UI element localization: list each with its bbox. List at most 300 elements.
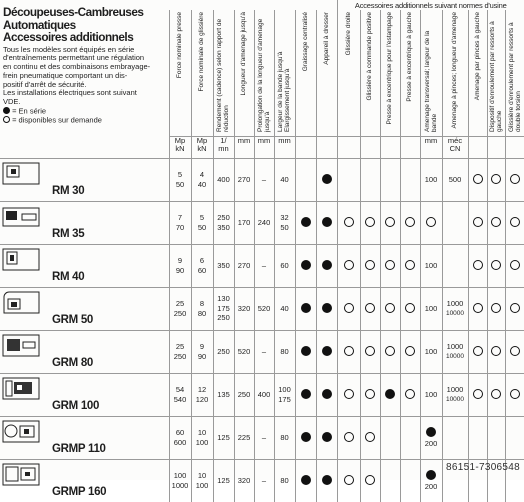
cell-force	[169, 330, 191, 373]
filled-dot-icon	[426, 470, 436, 480]
cell-ac5	[420, 416, 442, 459]
column-label: Amenage transversal; largeur de la bande	[423, 30, 438, 132]
open-dot-icon	[405, 260, 415, 270]
model-cell	[0, 287, 169, 330]
cell-value: 100	[195, 437, 209, 447]
cell-ac6	[442, 330, 468, 373]
unit-text: 1/	[220, 135, 227, 145]
cell-rend	[213, 158, 234, 201]
cell-ac4	[400, 416, 420, 459]
table-row	[0, 373, 524, 416]
cell-force	[169, 373, 191, 416]
cell-app	[316, 201, 337, 244]
cell-value: 100	[278, 385, 291, 394]
cell-ac6	[442, 244, 468, 287]
cell-force_g	[191, 416, 213, 459]
cell-value: 60	[197, 265, 207, 275]
legend-text: = En série	[12, 106, 47, 116]
unit-text: kN	[175, 144, 185, 153]
open-dot-icon	[491, 303, 501, 313]
column-label: Presse à excentrique à gauche	[406, 12, 414, 102]
cell-ac4	[400, 459, 420, 502]
cell-force_g	[191, 158, 213, 201]
cell-value: 10000	[445, 352, 465, 360]
unit-text: Mp	[174, 135, 186, 145]
filled-dot-icon	[301, 389, 311, 399]
model-name: RM 30	[52, 184, 85, 197]
machine-diagram-icon	[2, 248, 40, 271]
cell-value: 10	[197, 471, 207, 481]
cell-value: 40	[197, 179, 207, 189]
cell-value: 5	[199, 213, 205, 222]
unit-text: mm	[257, 135, 271, 145]
cell-ac3	[380, 244, 400, 287]
cell-ac9	[505, 201, 524, 244]
open-dot-icon	[365, 346, 375, 356]
cell-value: 8	[199, 299, 205, 308]
open-dot-icon	[365, 475, 375, 485]
cell-ac5	[420, 244, 442, 287]
unit-cell-ac6	[442, 136, 468, 158]
cell-ac5	[420, 158, 442, 201]
column-header-ac1	[337, 10, 360, 136]
unit-text: CN	[449, 144, 461, 153]
cell-value: 1000	[171, 480, 189, 490]
cell-value: 270	[237, 260, 251, 270]
cell-ac2	[360, 373, 380, 416]
cell-len	[234, 158, 254, 201]
cell-value: 6	[199, 256, 205, 265]
cell-value: –	[261, 476, 267, 485]
cell-value: 7	[177, 213, 183, 222]
column-label: Glissière d'enroulement par ressorts à double torsion	[507, 22, 522, 132]
unit-text: mm	[278, 135, 291, 145]
model-cell	[0, 244, 169, 287]
unit-text: méc	[447, 135, 463, 145]
cell-value: 270	[237, 174, 251, 184]
cell-ac1	[337, 287, 360, 330]
cell-value: 250	[237, 389, 251, 399]
column-label: Force nominale presse	[176, 12, 184, 79]
watermark-text: 86151-7306548	[446, 462, 520, 473]
description-line: Tous les modèles sont équipés en série	[3, 44, 135, 54]
model-name: GRM 100	[52, 399, 100, 412]
unit-cell-app	[316, 136, 337, 158]
cell-ac7	[468, 158, 487, 201]
cell-ac8	[487, 201, 505, 244]
filled-dot-icon	[426, 427, 436, 437]
open-dot-icon	[473, 260, 483, 270]
cell-plen	[254, 459, 274, 502]
description-line: Les installations électriques sont suivant	[3, 88, 137, 98]
table-row	[0, 244, 524, 287]
cell-ac2	[360, 330, 380, 373]
machine-diagram-icon	[2, 334, 40, 357]
column-label: Longueur d'amenage jusqu'à	[240, 12, 248, 96]
column-label: Rendement (cadence) selon rapport de réduction	[216, 18, 231, 132]
cell-plen	[254, 416, 274, 459]
table-row	[0, 416, 524, 459]
cell-value: 135	[217, 389, 230, 399]
open-dot-icon	[405, 346, 415, 356]
unit-cell-force_g	[191, 136, 213, 158]
description-line: frein pneumatique comportant un dis-	[3, 70, 128, 80]
model-name: RM 35	[52, 227, 85, 240]
cell-value: 200	[424, 481, 438, 491]
column-header-plen	[254, 10, 274, 136]
filled-dot-icon	[322, 475, 332, 485]
column-header-ac7	[468, 10, 487, 136]
cell-value: 80	[197, 308, 207, 318]
cell-ac2	[360, 287, 380, 330]
unit-cell-ac5	[420, 136, 442, 158]
cell-rend	[213, 244, 234, 287]
open-dot-icon	[473, 217, 483, 227]
model-cell	[0, 158, 169, 201]
cell-width	[274, 416, 295, 459]
cell-plen	[254, 158, 274, 201]
open-dot-icon	[385, 346, 395, 356]
cell-value: 50	[175, 179, 185, 189]
column-header-ac8	[487, 10, 505, 136]
table-row	[0, 287, 524, 330]
cell-value: 200	[424, 438, 438, 448]
cell-ac2	[360, 201, 380, 244]
machine-diagram-icon	[2, 420, 40, 443]
cell-rend	[213, 201, 234, 244]
cell-value: 250	[217, 346, 230, 356]
column-header-ac5	[420, 10, 442, 136]
column-header-grais	[295, 10, 316, 136]
machine-diagram-icon	[2, 377, 40, 400]
cell-value: 5	[177, 170, 183, 179]
cell-force	[169, 244, 191, 287]
cell-force	[169, 201, 191, 244]
model-cell	[0, 330, 169, 373]
cell-value: 175	[278, 394, 291, 404]
cell-value: 250	[173, 308, 187, 318]
cell-value: 175	[217, 303, 230, 313]
unit-cell-width	[274, 136, 295, 158]
cell-width	[274, 287, 295, 330]
page-title-line: Automatiques	[3, 17, 76, 32]
cell-value: –	[261, 346, 267, 356]
machine-diagram-icon	[2, 463, 40, 486]
cell-value: 25	[175, 342, 185, 351]
cell-ac5	[420, 287, 442, 330]
cell-ac3	[380, 416, 400, 459]
cell-grais	[295, 244, 316, 287]
machine-diagram-icon	[2, 205, 40, 228]
column-label: Largeur de la bande jusqu'à Elargissement jusqu'à	[277, 51, 292, 132]
cell-value: 4	[199, 170, 205, 179]
open-dot-icon	[385, 217, 395, 227]
column-label: Glissière droite	[344, 12, 352, 56]
cell-ac4	[400, 158, 420, 201]
cell-value: 350	[217, 222, 230, 232]
open-dot-icon	[405, 303, 415, 313]
cell-value: 10000	[445, 309, 465, 317]
cell-rend	[213, 287, 234, 330]
model-name: GRMP 110	[52, 442, 106, 455]
cell-value: 54	[175, 385, 185, 394]
open-dot-icon	[510, 389, 520, 399]
cell-ac6	[442, 158, 468, 201]
machine-diagram-icon	[2, 162, 40, 185]
cell-width	[274, 459, 295, 502]
open-dot-icon	[491, 174, 501, 184]
cell-width	[274, 330, 295, 373]
cell-plen	[254, 330, 274, 373]
open-dot-icon	[510, 217, 520, 227]
cell-value: 32	[280, 213, 289, 222]
filled-dot-icon	[322, 389, 332, 399]
cell-value: 540	[173, 394, 187, 404]
table-row	[0, 330, 524, 373]
column-header-len	[234, 10, 254, 136]
cell-value: 80	[280, 476, 289, 485]
cell-rend	[213, 459, 234, 502]
cell-app	[316, 459, 337, 502]
corner-cell	[0, 0, 169, 158]
open-dot-icon	[344, 346, 354, 356]
cell-ac6	[442, 287, 468, 330]
model-name: GRM 50	[52, 313, 94, 326]
cell-ac4	[400, 287, 420, 330]
cell-plen	[254, 244, 274, 287]
cell-ac1	[337, 158, 360, 201]
column-header-force	[169, 10, 191, 136]
model-cell	[0, 373, 169, 416]
cell-grais	[295, 201, 316, 244]
cell-app	[316, 244, 337, 287]
cell-force	[169, 416, 191, 459]
cell-value: 50	[280, 222, 289, 232]
cell-len	[234, 459, 254, 502]
open-dot-icon	[473, 389, 483, 399]
cell-value: 80	[280, 346, 289, 356]
unit-text: kN	[197, 144, 207, 153]
cell-ac3	[380, 373, 400, 416]
cell-value: 100	[424, 174, 438, 184]
cell-value: 320	[237, 303, 251, 313]
cell-len	[234, 201, 254, 244]
cell-ac2	[360, 244, 380, 287]
cell-len	[234, 416, 254, 459]
column-header-ac2	[360, 10, 380, 136]
cell-value: 250	[217, 313, 230, 323]
unit-cell-ac7	[468, 136, 487, 158]
open-dot-icon	[473, 346, 483, 356]
cell-ac9	[505, 244, 524, 287]
open-dot-icon	[344, 303, 354, 313]
cell-value: 50	[197, 222, 207, 232]
cell-ac9	[505, 416, 524, 459]
cell-force	[169, 287, 191, 330]
cell-value: 250	[217, 213, 230, 222]
cell-ac9	[505, 373, 524, 416]
open-dot-icon	[510, 303, 520, 313]
cell-rend	[213, 373, 234, 416]
filled-dot-icon	[322, 303, 332, 313]
cell-ac3	[380, 158, 400, 201]
cell-ac2	[360, 459, 380, 502]
cell-len	[234, 373, 254, 416]
cell-value: 25	[175, 299, 185, 308]
cell-ac4	[400, 373, 420, 416]
cell-value: 90	[175, 265, 185, 275]
cell-ac8	[487, 158, 505, 201]
unit-cell-grais	[295, 136, 316, 158]
cell-width	[274, 373, 295, 416]
cell-len	[234, 287, 254, 330]
cell-width	[274, 158, 295, 201]
open-dot-icon	[510, 174, 520, 184]
cell-value: 400	[217, 174, 230, 184]
cell-ac7	[468, 244, 487, 287]
cell-value: 1000	[446, 385, 464, 394]
filled-dot-icon	[322, 260, 332, 270]
cell-ac1	[337, 416, 360, 459]
cell-grais	[295, 158, 316, 201]
open-dot-icon	[344, 432, 354, 442]
cell-ac9	[505, 158, 524, 201]
accessories-heading: Accessoires additionnels suivant normes d'usine	[337, 0, 524, 10]
cell-value: 170	[237, 217, 251, 227]
table-row	[0, 158, 524, 201]
cell-app	[316, 373, 337, 416]
open-dot-icon	[365, 389, 375, 399]
cell-force	[169, 158, 191, 201]
open-dot-icon	[365, 217, 375, 227]
description-line: positif d'arrêt de sécurité.	[3, 79, 87, 89]
unit-cell-ac8	[487, 136, 505, 158]
filled-dot-icon	[322, 217, 332, 227]
cell-value: 70	[175, 222, 185, 232]
legend-text: = disponibles sur demande	[12, 115, 102, 125]
cell-plen	[254, 373, 274, 416]
open-dot-icon	[405, 217, 415, 227]
cell-ac8	[487, 244, 505, 287]
unit-text: mm	[424, 135, 438, 145]
cell-value: 100	[424, 260, 438, 270]
cell-app	[316, 158, 337, 201]
cell-ac6	[442, 373, 468, 416]
cell-value: 1000	[446, 342, 464, 351]
cell-value: 225	[237, 432, 251, 442]
unit-text: Mp	[196, 135, 208, 145]
cell-ac7	[468, 330, 487, 373]
cell-value: 40	[280, 174, 289, 184]
open-dot-icon	[426, 217, 436, 227]
cell-value: 125	[217, 476, 230, 485]
group-heading-row	[0, 0, 524, 10]
filled-dot-icon	[301, 260, 311, 270]
column-label: Amenage à pinces; longueur d'amenage	[451, 12, 459, 129]
cell-value: 400	[257, 389, 271, 399]
column-header-force_g	[191, 10, 213, 136]
model-name: GRM 80	[52, 356, 94, 369]
cell-value: 130	[217, 294, 230, 304]
cell-ac7	[468, 201, 487, 244]
filled-dot-icon	[301, 432, 311, 442]
cell-ac4	[400, 330, 420, 373]
cell-value: 500	[448, 174, 462, 184]
open-dot-icon	[385, 303, 395, 313]
cell-value: 80	[280, 432, 289, 442]
cell-force_g	[191, 373, 213, 416]
cell-app	[316, 416, 337, 459]
page-title-line: Découpeuses-Cambreuses	[3, 5, 144, 19]
cell-value: 520	[257, 303, 271, 313]
open-dot-icon	[491, 346, 501, 356]
unit-cell-ac9	[505, 136, 524, 158]
cell-len	[234, 330, 254, 373]
cell-value: 250	[173, 351, 187, 361]
unit-cell-ac2	[360, 136, 380, 158]
cell-value: 1000	[446, 299, 464, 308]
cell-ac5	[420, 201, 442, 244]
column-header-rend	[213, 10, 234, 136]
cell-value: 120	[195, 394, 209, 404]
filled-dot-icon	[301, 303, 311, 313]
cell-ac3	[380, 330, 400, 373]
cell-force	[169, 459, 191, 502]
column-label: Glissière à commande positive	[366, 12, 374, 101]
column-label: Prolongation de la longueur d'amenage jusqu'à	[256, 18, 271, 132]
cell-width	[274, 201, 295, 244]
cell-ac2	[360, 158, 380, 201]
cell-rend	[213, 330, 234, 373]
column-header-width	[274, 10, 295, 136]
column-label: Graissage centralisé	[301, 12, 309, 72]
cell-ac1	[337, 201, 360, 244]
cell-value: 9	[177, 256, 183, 265]
unit-cell-ac1	[337, 136, 360, 158]
cell-ac8	[487, 287, 505, 330]
cell-ac2	[360, 416, 380, 459]
unit-cell-plen	[254, 136, 274, 158]
cell-force_g	[191, 244, 213, 287]
cell-value: 100	[424, 303, 438, 313]
machine-diagram-icon	[2, 291, 40, 314]
unit-cell-force	[169, 136, 191, 158]
cell-grais	[295, 459, 316, 502]
cell-value: –	[261, 174, 267, 184]
column-label: Amenage par pinces à gauche	[473, 12, 481, 101]
open-dot-icon	[385, 260, 395, 270]
filled-dot-icon	[322, 432, 332, 442]
column-header-ac9	[505, 10, 524, 136]
column-header-ac6	[442, 10, 468, 136]
cell-value: 320	[237, 476, 251, 485]
cell-ac6	[442, 416, 468, 459]
filled-dot-icon	[301, 217, 311, 227]
cell-value: 100	[424, 389, 438, 399]
cell-ac1	[337, 459, 360, 502]
open-dot-icon	[405, 389, 415, 399]
open-dot-icon	[510, 260, 520, 270]
page-title-line: Accessoires additionnels	[3, 30, 134, 45]
unit-cell-len	[234, 136, 254, 158]
cell-value: 125	[217, 432, 230, 442]
model-cell	[0, 416, 169, 459]
open-dot-icon	[473, 303, 483, 313]
description-line: VDE.	[3, 97, 21, 106]
unit-text: mm	[237, 135, 251, 145]
cell-plen	[254, 287, 274, 330]
cell-value: 10000	[445, 395, 465, 403]
